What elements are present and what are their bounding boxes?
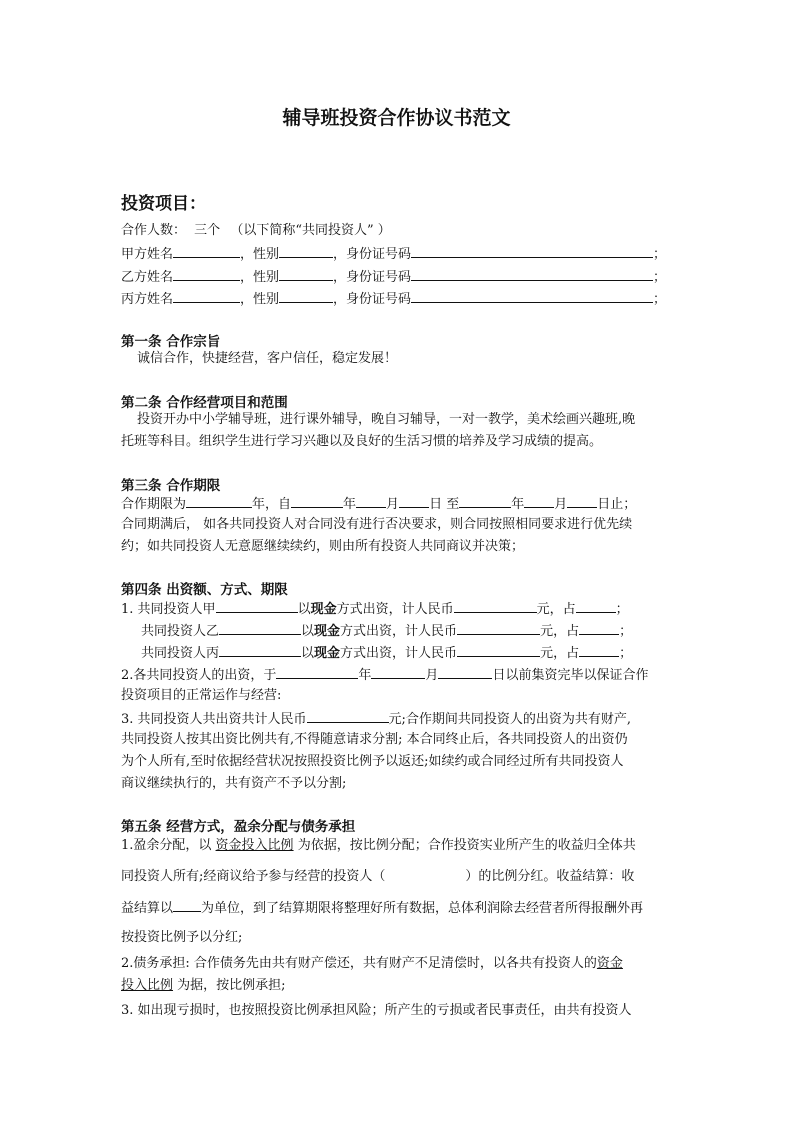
- text-fragment: 年，自: [252, 497, 292, 512]
- text-fragment: 日止；: [597, 497, 637, 512]
- text-fragment: 元;合作期间共同投资人的出资为共有财产,: [388, 712, 632, 727]
- party-a-line: [121, 245, 666, 263]
- party-name-label: 甲方姓名: [121, 247, 174, 262]
- item-number: 1.: [121, 602, 134, 617]
- party-c-line: [121, 290, 666, 308]
- line-end: ；: [653, 292, 667, 307]
- gender-label: ，性别: [240, 270, 280, 285]
- text-fragment: 元，占: [540, 646, 580, 661]
- text-fragment: 方式出资，计人民币: [340, 624, 458, 639]
- investor-blank[interactable]: [216, 600, 298, 613]
- text-fragment: 3. 共同投资人共出资共计人民币: [121, 712, 307, 727]
- gender-label: ，性别: [240, 292, 280, 307]
- total-amount-blank[interactable]: [307, 710, 389, 723]
- line-end: ；: [653, 247, 667, 262]
- text-fragment: 以: [301, 624, 315, 639]
- text-fragment: 日以前集资完毕以保证合作: [492, 668, 649, 683]
- line-end: ；: [615, 602, 629, 617]
- name-blank[interactable]: [173, 268, 240, 281]
- investor-blank[interactable]: [219, 644, 301, 657]
- article-1-text: 诚信合作，快捷经营，客户信任，稳定发展！: [137, 351, 398, 366]
- share-blank[interactable]: [579, 622, 619, 635]
- party-name-label: 丙方姓名: [121, 292, 174, 307]
- text-fragment: 为单位，到了结算期限将整理好所有数据，总体利润除去经营者所得报酬外再: [201, 901, 644, 916]
- article-2-line-1: 投资开办中小学辅导班，进行课外辅导，晚自习辅导，一对一教学，美术绘画兴趣班,晚: [137, 412, 636, 427]
- capital-term: 资金: [596, 956, 623, 971]
- text-fragment: 元，占: [536, 602, 576, 617]
- month-blank[interactable]: [371, 666, 425, 679]
- start-month-blank[interactable]: [356, 495, 386, 508]
- partner-count-note: （以下简称“共同投资人” ）: [230, 223, 391, 238]
- article-5-heading: 第五条 经营方式，盈余分配与债务承担: [121, 819, 356, 835]
- article-3-heading: 第三条 合作期限: [121, 478, 221, 494]
- text-fragment: 为据，按比例承担;: [177, 978, 286, 993]
- period-label: 合作期限为: [121, 497, 187, 512]
- article-5-line-6: [121, 978, 286, 994]
- text-fragment: 月: [425, 668, 439, 683]
- settlement-unit-blank[interactable]: [173, 899, 201, 912]
- name-blank[interactable]: [173, 245, 240, 258]
- text-fragment: ）的比例分红。收益结算：收: [465, 869, 635, 884]
- text-fragment: 方式出资，计人民币: [336, 602, 454, 617]
- end-day-blank[interactable]: [567, 495, 597, 508]
- cash-term: 现金: [314, 646, 341, 661]
- cash-term: 现金: [314, 624, 341, 639]
- article-5-line-4: 按投资比例予以分红;: [121, 930, 243, 945]
- party-b-line: [121, 268, 666, 286]
- investor-c-line: [141, 644, 632, 662]
- text-fragment: 日 至: [429, 497, 460, 512]
- article-2-line-2: 托班等科目。组织学生进行学习兴趣以及良好的生活习惯的培养及学习成绩的提高。: [121, 434, 603, 449]
- years-blank[interactable]: [186, 495, 252, 508]
- day-blank[interactable]: [438, 666, 492, 679]
- text-fragment: 以: [301, 646, 315, 661]
- text-fragment: 年: [511, 497, 525, 512]
- article-5-line-7: 3. 如出现亏损时，也按照投资比例承担风险；所产生的亏损或者民事责任，由共有投资人: [121, 1003, 632, 1018]
- article-4-item-3-line-2: 共同投资人按其出资比例共有,不得随意请求分割; 本合同终止后，各共同投资人的出资仍: [121, 732, 628, 747]
- text-fragment: 元，占: [540, 624, 580, 639]
- document-title: 辅导班投资合作协议书范文: [282, 107, 511, 129]
- text-fragment: 月: [554, 497, 568, 512]
- gender-blank[interactable]: [279, 268, 333, 281]
- text-fragment: 1.盈余分配，以: [121, 838, 212, 853]
- article-4-item-2-cont: 投资项目的正常运作与经营:: [121, 688, 282, 703]
- article-5-line-5: [121, 956, 623, 972]
- text-fragment: 2.各共同投资人的出资，于: [121, 668, 277, 683]
- start-year-blank[interactable]: [291, 495, 343, 508]
- id-blank[interactable]: [411, 290, 653, 303]
- project-heading: 投资项目：: [121, 194, 206, 214]
- id-label: ，身份证号码: [333, 247, 412, 262]
- line-end: ；: [619, 624, 633, 639]
- text-fragment: 方式出资，计人民币: [340, 646, 458, 661]
- article-3-line-3: 约；如共同投资人无意愿继续续约，则由所有投资人共同商议并决策；: [121, 539, 525, 554]
- investor-label: 共同投资人丙: [141, 646, 220, 661]
- gender-blank[interactable]: [279, 245, 333, 258]
- article-4-item-2: [121, 666, 648, 684]
- amount-blank[interactable]: [454, 600, 537, 613]
- article-4-heading: 第四条 出资额、方式、期限: [121, 582, 288, 598]
- partner-count-label: 合作人数：: [121, 223, 187, 238]
- ratio-term: 投入比例: [121, 978, 174, 993]
- text-fragment: 为依据，按比例分配；合作投资实业所产生的收益归全体共: [297, 838, 636, 853]
- partner-count-line: [121, 223, 391, 239]
- id-blank[interactable]: [411, 245, 653, 258]
- gender-label: ，性别: [240, 247, 280, 262]
- text-fragment: 益结算以: [121, 901, 174, 916]
- name-blank[interactable]: [173, 290, 240, 303]
- amount-blank[interactable]: [457, 622, 540, 635]
- text-fragment: 同投资人所有;经商议给予参与经营的投资人（: [121, 869, 386, 884]
- line-end: ；: [653, 270, 667, 285]
- start-day-blank[interactable]: [399, 495, 429, 508]
- article-5-line-1: [121, 838, 636, 854]
- article-4-item-3-line-3: 为个人所有,至时依据经营状况按照投资比例予以返还;如续约或合同经过所有共同投资人: [121, 754, 624, 769]
- article-5-line-2: [121, 869, 634, 885]
- article-1-heading: 第一条 合作宗旨: [121, 334, 221, 350]
- article-2-heading: 第二条 合作经营项目和范围: [121, 395, 288, 411]
- article-3-period-line: [121, 495, 636, 513]
- gender-blank[interactable]: [279, 290, 333, 303]
- text-fragment: 年: [343, 497, 357, 512]
- end-year-blank[interactable]: [459, 495, 511, 508]
- id-label: ，身份证号码: [333, 270, 412, 285]
- text-fragment: 年: [358, 668, 372, 683]
- id-label: ，身份证号码: [333, 292, 412, 307]
- end-month-blank[interactable]: [524, 495, 554, 508]
- text-fragment: 以: [297, 602, 311, 617]
- share-blank[interactable]: [579, 644, 619, 657]
- capital-ratio-term: 资金投入比例: [215, 838, 294, 853]
- partner-count-value: 三个: [194, 223, 221, 238]
- investor-a-line: [121, 600, 629, 618]
- article-5-line-3: [121, 899, 643, 917]
- article-4-item-3: [121, 710, 631, 728]
- text-fragment: 2.债务承担: 合作债务先由共有财产偿还，共有财产不足清偿时，以各共有投资人的: [121, 956, 597, 971]
- investor-label: 共同投资人甲: [137, 602, 216, 617]
- investor-b-line: [141, 622, 632, 640]
- text-fragment: 月: [386, 497, 400, 512]
- id-blank[interactable]: [411, 268, 653, 281]
- article-3-line-2: 合同期满后， 如各共同投资人对合同没有进行否决要求，则合同按照相同要求进行优先续: [121, 517, 633, 532]
- year-blank[interactable]: [276, 666, 358, 679]
- cash-term: 现金: [310, 602, 337, 617]
- investor-label: 共同投资人乙: [141, 624, 220, 639]
- share-blank[interactable]: [576, 600, 616, 613]
- article-4-item-3-line-4: 商议继续执行的，共有资产不予以分割;: [121, 776, 347, 791]
- party-name-label: 乙方姓名: [121, 270, 174, 285]
- amount-blank[interactable]: [457, 644, 540, 657]
- investor-blank[interactable]: [219, 622, 301, 635]
- line-end: ；: [619, 646, 633, 661]
